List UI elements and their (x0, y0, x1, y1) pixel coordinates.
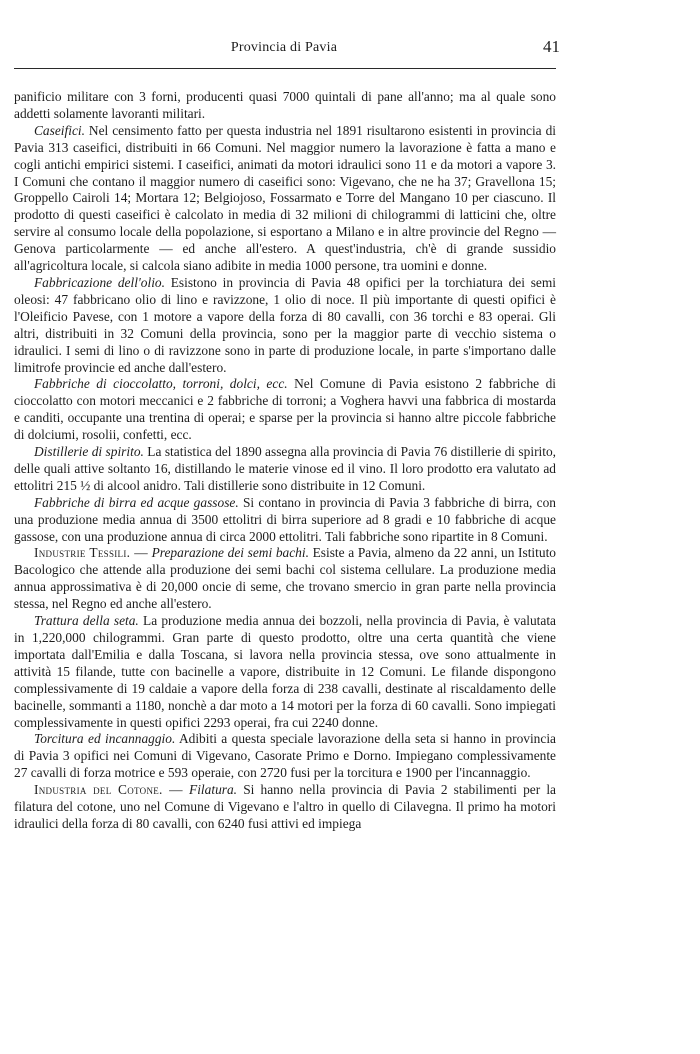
paragraph-text: La statistica del 1890 assegna alla provincia di Pavia 76 distillerie di spirito, delle quali attive soltanto 16, distillando le materie vinose ed il vino. Il loro prodotto era valutato ad ettolitri 215 ½ di alcool anidro. Tali distillerie sono distribuite in 12 Comuni. (14, 444, 557, 493)
paragraph-tessili (14, 545, 556, 613)
paragraph-seta (14, 613, 556, 731)
paragraph-text: Nel Comune di Pavia esistono 2 fabbriche di cioccolatto con motori meccanici e 2 fabbriche di torroni; a Voghera havvi una fabbrica di mostarda e canditi, occupante una trentina di operai; e sparse per la provincia si hanno altre piccole fabbriche di dolciumi, rosolii, confetti, ecc. (14, 376, 556, 443)
paragraph-heading: Trattura della seta. (34, 613, 139, 629)
paragraph-text: Adibiti a questa speciale lavorazione della seta si hanno in provincia di Pavia 3 opifici nei Comuni di Vigevano, Casorate Primo e Dorno. Impiegano complessivamente 27 cavalli di forza motrice e 593 operaie, con 2720 fusi per la torcitura e 1900 per l'incannaggio. (14, 731, 556, 781)
paragraph-heading: Distillerie di spirito. (34, 444, 144, 460)
paragraph-text: Si hanno nella provincia di Pavia 2 stabilimenti per la filatura del cotone, uno nel Comune di Vigevano e l'altro in quello di Cilavegna. Il primo ha motori idraulici della forza di 80 cavalli, con 6240 fusi attivi ed impiega (14, 782, 556, 831)
paragraph-birra (14, 495, 556, 546)
paragraph-cioccolatto (14, 376, 556, 444)
paragraph-spirito (14, 444, 556, 495)
section-heading: Industrie Tessili. — (34, 545, 148, 561)
paragraph-text: Esistono in provincia di Pavia 48 opifici per la torchiatura dei semi oleosi: 47 fabbricano olio di lino e ravizzone, 1 olio di noce. Il più importante di questi opifici è l'Oleificio Pavese, con 1 motore a vapore della forza di 80 cavalli, con 36 torchi e 83 operai. Gli altri, distribuiti in 32 Comuni della provincia, sono per la maggior parte di vecchio sistema o idraulici. I semi di lino o di ravizzone sono in parte di produzione locale, in parte s'importano dalle limitrofe provincie ed anche dall'estero. (14, 274, 557, 375)
paragraph-heading: Torcitura ed incannaggio. (34, 731, 176, 747)
paragraph-heading: Caseifici. (34, 122, 85, 138)
paragraph-heading: Fabbricazione dell'olio. (34, 274, 165, 290)
paragraph-heading: Preparazione dei semi bachi. (151, 545, 309, 561)
paragraph-cotone (14, 782, 556, 833)
running-title: Provincia di Pavia (230, 40, 338, 55)
paragraph-caseifici (14, 123, 556, 275)
header-rule (14, 68, 556, 69)
paragraph-text: Esiste a Pavia, almeno da 22 anni, un Istituto Bacologico che attende alla produzione dei semi bachi col sistema cellulare. La produzione media annua approssimativa è di 20,000 oncie di seme, che trovano smercio in gran parte nella provincia stessa, nel Regno ed anche all'estero. (14, 545, 556, 612)
paragraph-text: La produzione media annua dei bozzoli, nella provincia di Pavia, è valutata in 1,220,000 chilogrammi. Gran parte di questo prodotto, oltre una certa quantità che viene importata dall'Emilia e dalla Toscana, si lavora nella provincia stessa, ove sono attualmente in attività 15 filande, tutte con bacinelle a vapore, distribuite in 12 Comuni. Le filande dispongono complessivamente di 19 caldaie a vapore della forza di 238 cavalli, destinate al riscaldamento delle bacinelle, sommanti a 1180, nonchè a dar moto a 14 motori per la forza di 60 cavalli. Sono impiegati complessivamente in questi opifici 2293 operai, fra cui 2240 donne. (14, 613, 557, 730)
paragraph-intro (14, 89, 556, 123)
paragraph-text: Nel censimento fatto per questa industria nel 1891 risultarono esistenti in provincia di Pavia 313 caseifici, distribuiti in 66 Comuni. Nel maggior numero la lavorazione è fatta a mano e cogli antichi empirici sistemi. I caseifici, animati da motori idraulici sono 11 e da motori a vapore 3. I Comuni che contano il maggior numero di caseifici sono: Vigevano, che ne ha 37; Gravellona 15; Groppello Cairoli 14; Mortara 12; Belgiojoso, Fossarmato e Torre del Mangano 10 per ciascuno. Il prodotto di questi caseifici è calcolato in media di 32 milioni di chilogrammi di latticini che, oltre servire al consumo locale della popolazione, si esportano a Milano e in altre provincie del Regno — Genova particolarmente — ed anche all'estero. A quest'industria, ch'è di grande sussidio all'agricoltura locale, si calcola siano adibite in media 1000 persone, tra uomini e donne. (14, 122, 556, 274)
body-text (14, 89, 556, 833)
paragraph-torcitura (14, 731, 556, 782)
paragraph-heading: Fabbriche di birra ed acque gassose. (34, 494, 239, 510)
paragraph-olio (14, 275, 556, 376)
paragraph-text: panificio militare con 3 forni, producenti quasi 7000 quintali di pane all'anno; ma al quale sono addetti solamente lavoranti militari. (14, 89, 556, 121)
page-header (14, 37, 560, 59)
page-number: 41 (543, 37, 560, 56)
paragraph-heading: Filatura. (189, 782, 238, 798)
section-heading: Industria del Cotone. — (34, 782, 183, 798)
paragraph-text: Si contano in provincia di Pavia 3 fabbriche di birra, con una produzione media annua di 3500 ettolitri di birra superiore ad 8 gradi e 10 fabbriche di acque gassose, con una produzione annua di circa 2000 ettolitri. Tali fabbriche sono ripartite in 8 Comuni. (14, 494, 556, 544)
paragraph-heading: Fabbriche di cioccolatto, torroni, dolci, ecc. (34, 376, 288, 392)
